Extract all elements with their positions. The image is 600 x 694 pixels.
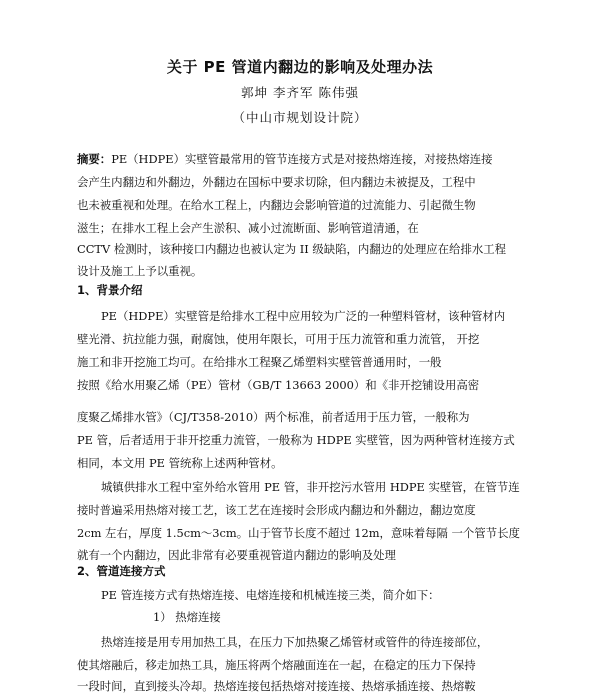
abstract-line-3: 也未被重视和处理。在给水工程上，内翻边会影响管道的过流能力、引起微生物 xyxy=(77,198,476,212)
abstract-line-2: 会产生内翻边和外翻边，外翻边在国标中要求切除，但内翻边未被提及，工程中 xyxy=(77,175,476,189)
body-line: 接时普遍采用热熔对接工艺，该工艺在连接时会形成内翻边和外翻边，翻边宽度 xyxy=(77,503,476,517)
abstract-line-4: 滋生；在排水工程上会产生淤积、减小过流断面、影响管道清通，在 xyxy=(77,221,419,235)
body-line: PE 管连接方式有热熔连接、电熔连接和机械连接三类，简介如下： xyxy=(101,588,440,602)
abstract-line-1: 摘要：PE（HDPE）实壁管最常用的管节连接方式是对接热熔连接，对接热熔连接 xyxy=(77,152,493,166)
abstract-line-6: 设计及施工上予以重视。 xyxy=(77,264,203,278)
body-line: 施工和非开挖施工均可。在给排水工程聚乙烯塑料实壁管普通用时，一般 xyxy=(77,355,442,369)
body-line: 壁光滑、抗拉能力强，耐腐蚀，使用年限长，可用于压力流管和重力流管， 开挖 xyxy=(77,332,480,346)
section-heading-background: 1、背景介绍 xyxy=(77,283,143,297)
abstract-line-5: CCTV 检测时，该种接口内翻边也被认定为 II 级缺陷，内翻边的处理应在给排水工程 xyxy=(77,242,507,256)
body-line: PE（HDPE）实壁管是给排水工程中应用较为广泛的一种塑料管材，该种管材内 xyxy=(101,309,506,323)
body-line: 2cm 左右，厚度 1.5cm～3cm。山于管节长度不超过 12m，意味着每隔 一个管节长度 xyxy=(77,526,520,540)
body-line: 热熔连接是用专用加热工具，在压力下加热聚乙烯管材或管件的待连接部位， xyxy=(101,635,489,649)
body-line: 相同，本文用 PE 管统称上述两种管材。 xyxy=(77,456,283,470)
body-line: PE 管，后者适用于非开挖重力流管，一般称为 HDPE 实壁管，因为两种管材连接方式 xyxy=(77,433,515,447)
abstract-label: 摘要： xyxy=(77,152,112,166)
section-heading-connection: 2、管道连接方式 xyxy=(77,564,166,578)
paper-title: 关于 PE 管道内翻边的影响及处理办法 xyxy=(166,58,434,76)
body-line: 一段时间，直到接头冷却。热熔连接包括热熔对接连接、热熔承插连接、热熔鞍 xyxy=(77,679,476,693)
body-line: 按照《给水用聚乙烯（PE）管材（GB/T 13663 2000）和《非开挖铺设用高密 xyxy=(77,378,480,392)
body-line: 城镇供排水工程中室外给水管用 PE 管，非开挖污水管用 HDPE 实壁管，在管节连 xyxy=(101,480,520,494)
body-line: 就有一个内翻边，因此非常有必要重视管道内翻边的影响及处理 xyxy=(77,548,396,562)
paper-authors: 郭坤 李齐军 陈伟强 xyxy=(241,85,359,100)
list-item-hot-melt: 1） 热熔连接 xyxy=(153,610,221,624)
paper-affiliation: （中山市规划设计院） xyxy=(232,110,368,125)
body-line: 使其熔融后，移走加热工具，施压将两个熔融面连在一起，在稳定的压力下保持 xyxy=(77,658,476,672)
body-line: 度聚乙烯排水管》（CJ/T358-2010）两个标准，前者适用于压力管，一般称为 xyxy=(77,410,470,424)
